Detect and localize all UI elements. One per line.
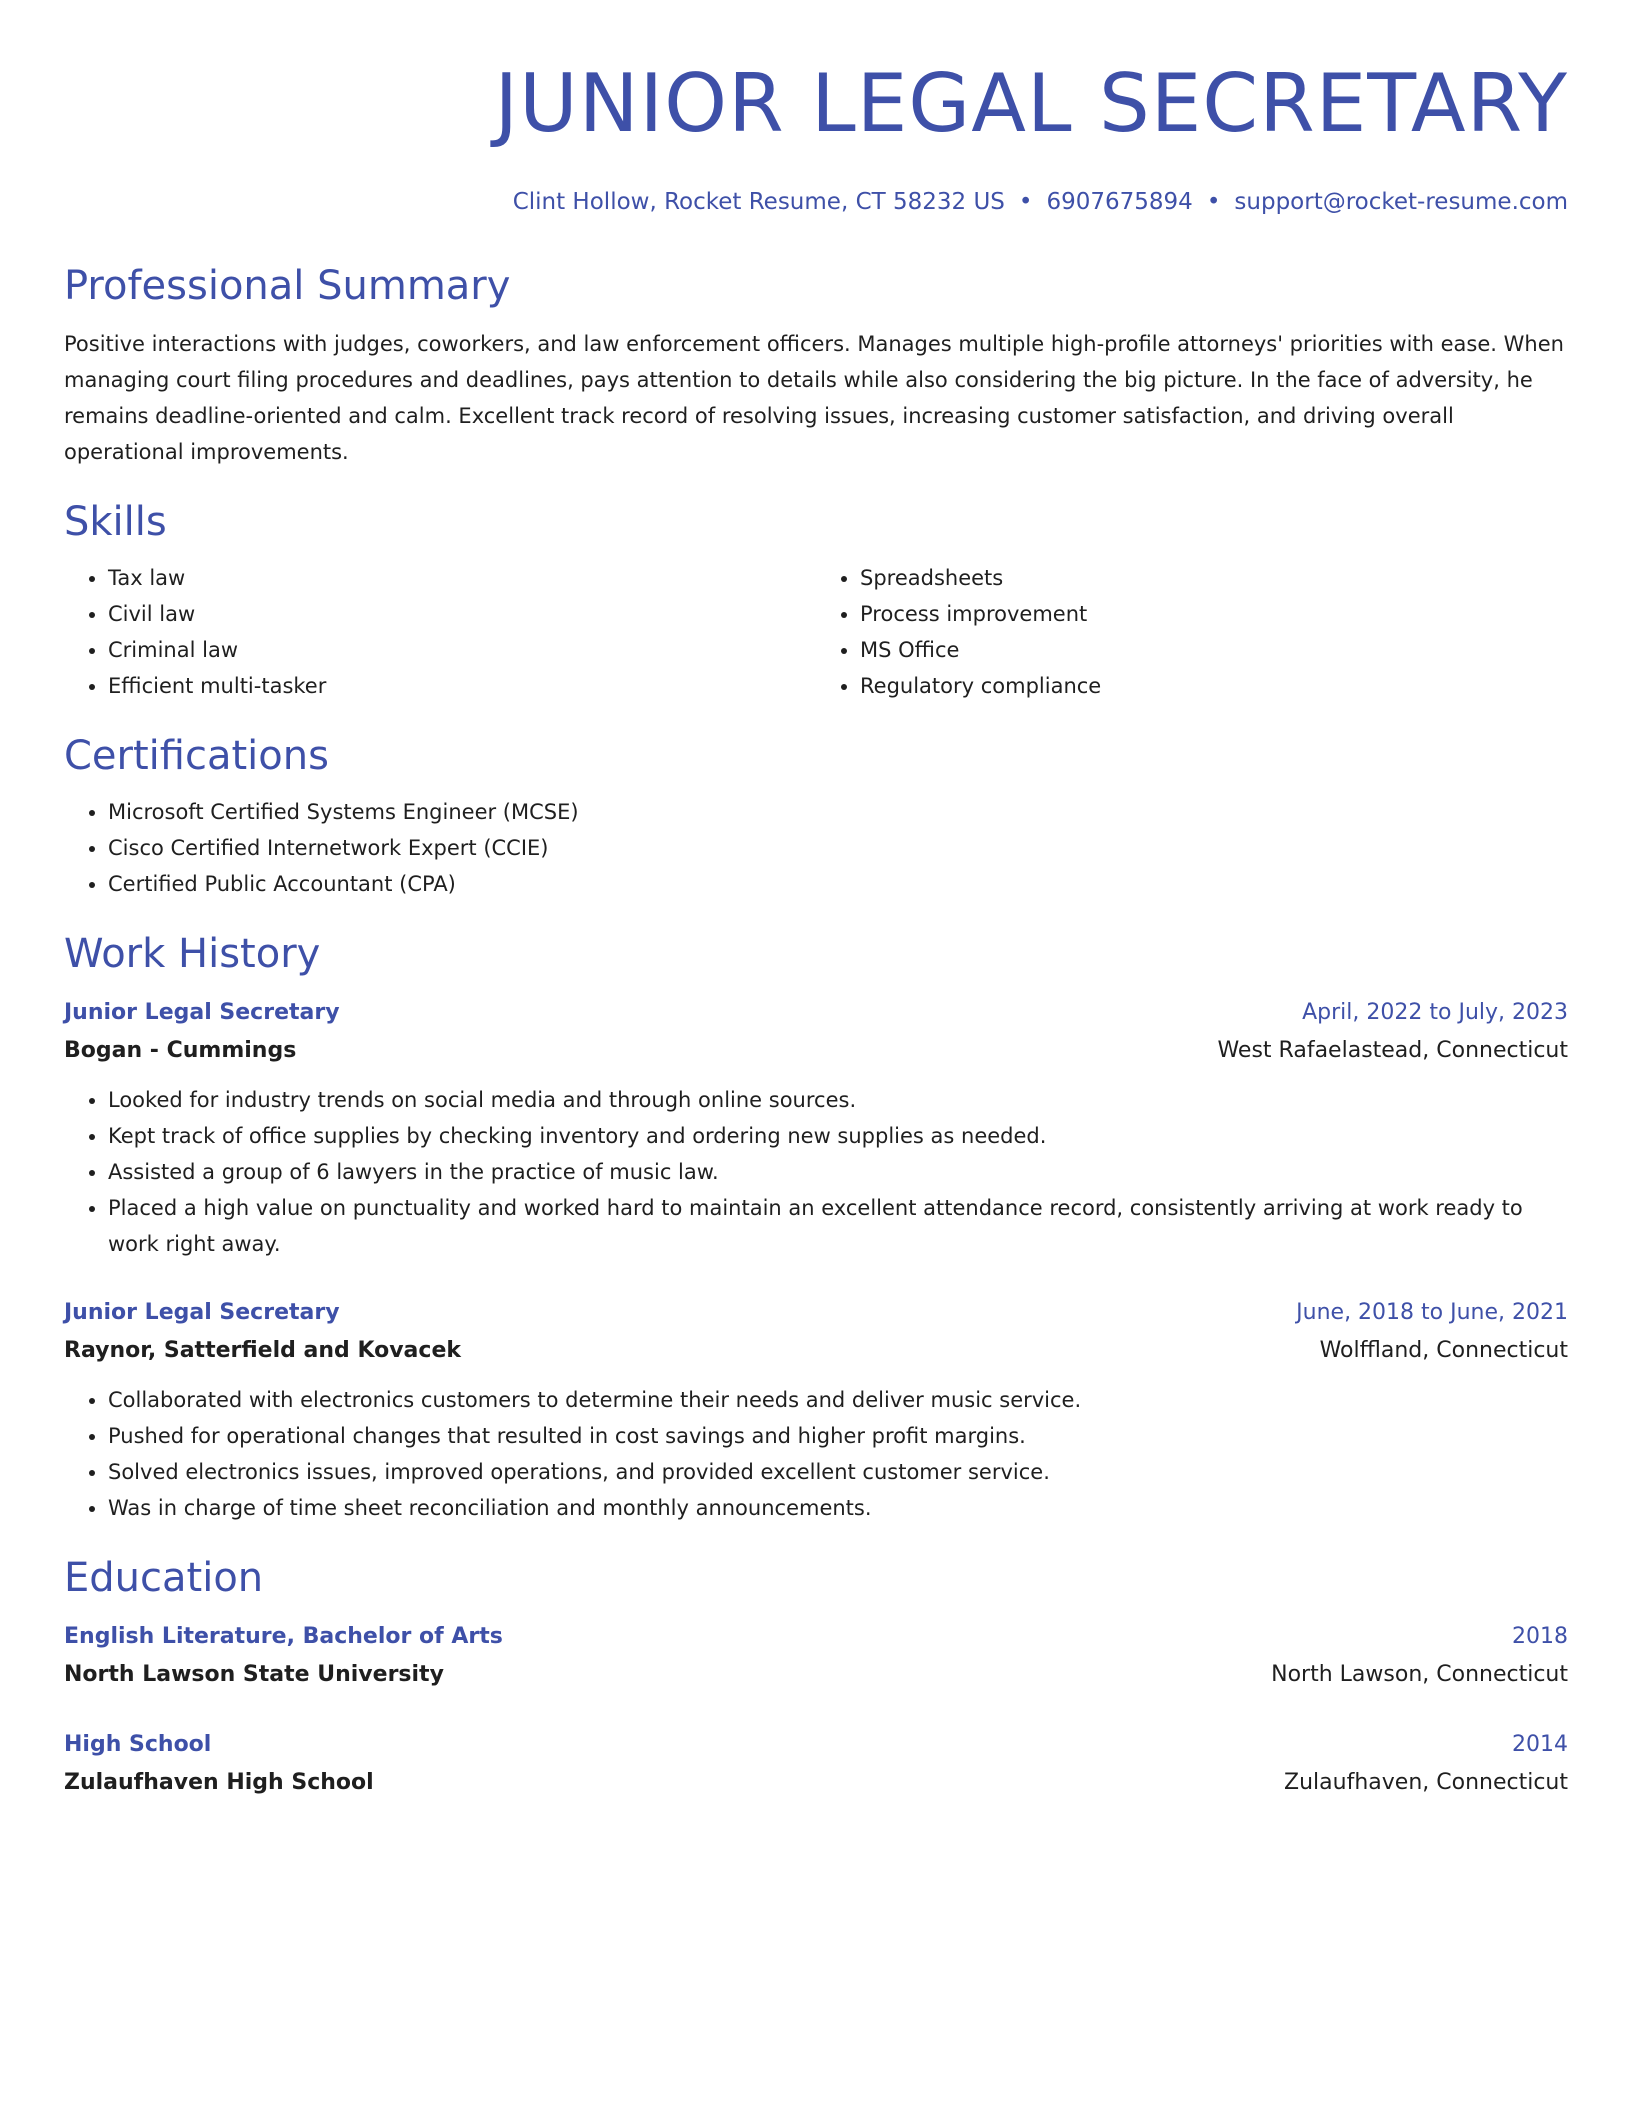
skills-grid <box>64 560 1568 704</box>
contact-separator: • <box>1018 189 1033 215</box>
contact-address: Clint Hollow, Rocket Resume, CT 58232 US <box>512 189 1005 215</box>
job-duty: • Looked for industry trends on social media and through online sources. <box>108 1082 1568 1118</box>
certifications-heading: Certifications <box>64 733 329 779</box>
job-duty: • Pushed for operational changes that resulted in cost savings and higher profit margins. <box>108 1418 1568 1454</box>
skills-heading: Skills <box>64 499 167 545</box>
contact-line <box>64 186 1568 218</box>
work-entry <box>64 1294 1568 1526</box>
employer-name: Bogan - Cummings <box>64 1038 297 1063</box>
skill-item: • Regulatory compliance <box>860 668 1568 704</box>
work-entry <box>64 994 1568 1262</box>
degree-title: High School <box>64 1732 212 1757</box>
skill-item: • Tax law <box>108 560 816 596</box>
resume-title: JUNIOR LEGAL SECRETARY <box>494 57 1568 150</box>
skill-item: • Civil law <box>108 596 816 632</box>
certification-item: • Certified Public Accountant (CPA) <box>108 866 1568 902</box>
job-title: Junior Legal Secretary <box>64 1300 340 1325</box>
skill-item: • MS Office <box>860 632 1568 668</box>
job-dates: June, 2018 to June, 2021 <box>1296 1300 1568 1325</box>
education-heading: Education <box>64 1555 264 1601</box>
certifications-section <box>64 730 1568 902</box>
graduation-year: 2018 <box>1512 1624 1568 1649</box>
work-history-heading: Work History <box>64 931 321 977</box>
certification-item: • Microsoft Certified Systems Engineer (MCSE) <box>108 794 1568 830</box>
education-entry <box>64 1726 1568 1802</box>
job-duty: • Assisted a group of 6 lawyers in the practice of music law. <box>108 1154 1568 1190</box>
job-dates: April, 2022 to July, 2023 <box>1302 1000 1568 1025</box>
skill-item: • Process improvement <box>860 596 1568 632</box>
education-section <box>64 1552 1568 1802</box>
school-name: Zulaufhaven High School <box>64 1770 374 1795</box>
job-duty: • Kept track of office supplies by checking inventory and ordering new supplies as needed. <box>108 1118 1568 1154</box>
contact-phone: 6907675894 <box>1046 189 1193 215</box>
job-duty: • Solved electronics issues, improved operations, and provided excellent customer service. <box>108 1454 1568 1490</box>
graduation-year: 2014 <box>1512 1732 1568 1757</box>
job-title: Junior Legal Secretary <box>64 1000 340 1025</box>
education-entry <box>64 1618 1568 1694</box>
job-duty: • Collaborated with electronics customers to determine their needs and deliver music service. <box>108 1382 1568 1418</box>
job-duties-list <box>64 1382 1568 1526</box>
job-duty: • Placed a high value on punctuality and worked hard to maintain an excellent attendance record, consistently arriving at work ready to work right away. <box>108 1190 1568 1262</box>
school-location: Zulaufhaven, Connecticut <box>1284 1770 1568 1795</box>
job-location: Wolffland, Connecticut <box>1319 1338 1568 1363</box>
certifications-list <box>64 794 1568 902</box>
skill-item: • Spreadsheets <box>860 560 1568 596</box>
job-location: West Rafaelastead, Connecticut <box>1217 1038 1568 1063</box>
summary-section <box>64 260 1568 470</box>
contact-email: support@rocket-resume.com <box>1234 189 1568 215</box>
degree-title: English Literature, Bachelor of Arts <box>64 1624 503 1649</box>
skill-item: • Criminal law <box>108 632 816 668</box>
summary-text: Positive interactions with judges, coworkers, and law enforcement officers. Manages multiple high-profile attorneys' priorities with ease. When managing court filing procedures and deadlines, pays attention to details while also considering the big picture. In the face of adversity, he remains deadline-oriented and calm. Excellent track record of resolving issues, increasing customer satisfaction, and driving overall operational improvements. <box>64 332 1564 464</box>
school-name: North Lawson State University <box>64 1662 444 1687</box>
school-location: North Lawson, Connecticut <box>1271 1662 1568 1687</box>
job-duty: • Was in charge of time sheet reconciliation and monthly announcements. <box>108 1490 1568 1526</box>
employer-name: Raynor, Satterfield and Kovacek <box>64 1338 461 1363</box>
job-duties-list <box>64 1082 1568 1262</box>
skill-item: • Efficient multi-tasker <box>108 668 816 704</box>
certification-item: • Cisco Certified Internetwork Expert (CCIE) <box>108 830 1568 866</box>
skills-list-right <box>816 560 1568 704</box>
skills-section <box>64 496 1568 704</box>
summary-heading: Professional Summary <box>64 263 511 309</box>
work-history-section <box>64 928 1568 1526</box>
skills-list-left <box>64 560 816 704</box>
contact-separator: • <box>1206 189 1221 215</box>
